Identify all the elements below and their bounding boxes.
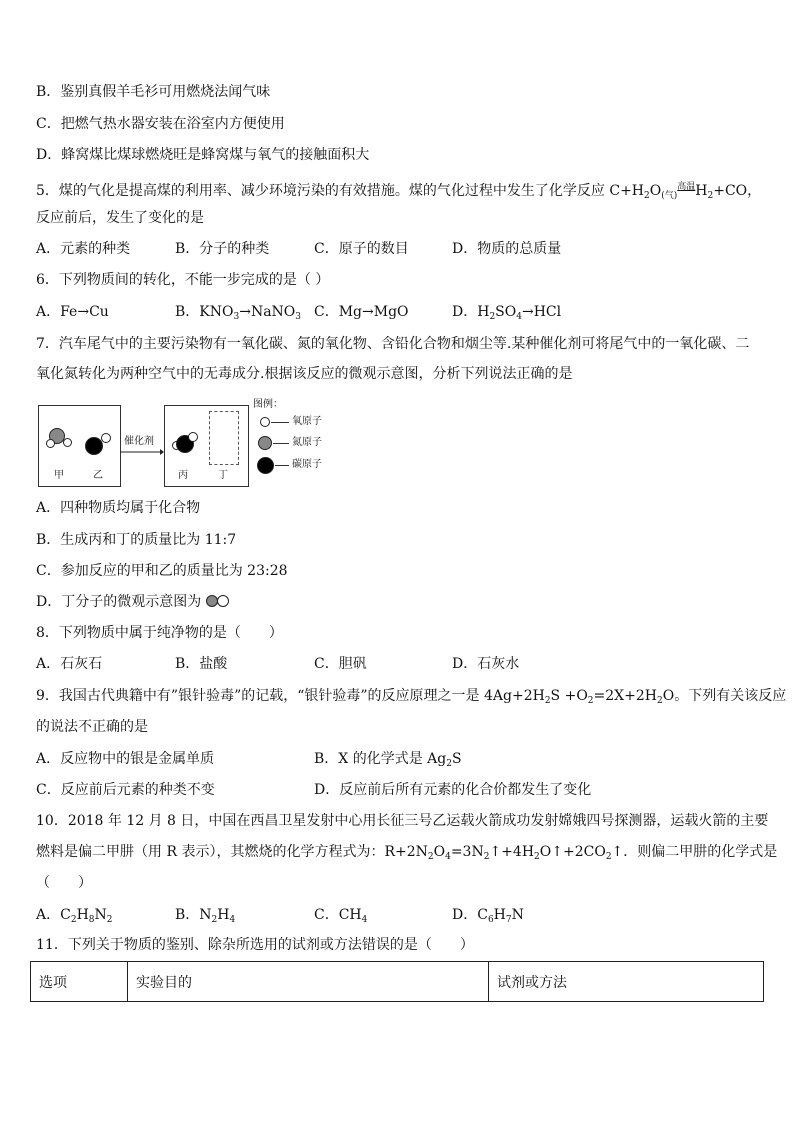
q9-stem: 9．我国古代典籍中有”银针验毒”的记载，“银针验毒”的反应原理之一是 $4Ag+2H_2S +O_2=2X+2H_2O$。下列有关该反应 <box>36 688 787 706</box>
q6-option-b: B．$KNO_3\to NaNO_3$ <box>175 304 302 322</box>
q5-stem: 5．煤的气化是提高煤的利用率、减少环境污染的有效措施。煤的气化过程中发生了化学反应 $C+H_2O_{(气)}$高温$H_2+CO$， <box>36 182 762 201</box>
label-ding: 丁 <box>218 470 228 481</box>
q5-option-a: A．元素的种类 <box>36 241 131 257</box>
legend-oxygen: 氧原子 <box>292 416 322 427</box>
q9-option-b: B．X 的化学式是 $Ag_2S$ <box>314 751 462 769</box>
label-bing: 丙 <box>178 470 188 481</box>
q9-option-a: A．反应物中的银是金属单质 <box>36 751 215 767</box>
q7-option-b: B．生成丙和丁的质量比为 11:7 <box>36 532 237 548</box>
q5-stem-2: 反应前后，发生了变化的是 <box>36 210 204 226</box>
q10-stem-3: （ ） <box>36 875 92 891</box>
q8-option-c: C．胆矾 <box>314 656 367 672</box>
q9-option-c: C．反应前后元素的种类不变 <box>36 782 215 798</box>
q6-option-d: D．$H_2SO_4\to HCl$ <box>452 304 562 322</box>
table-header-row <box>31 962 764 1002</box>
nitrogen-legend-icon <box>258 436 272 450</box>
table-header-method: 试剂或方法 <box>489 962 764 1002</box>
q5-option-c: C．原子的数目 <box>314 241 409 257</box>
arrow-label: 催化剂 <box>124 436 154 447</box>
ding-molecule-icon <box>206 594 232 608</box>
oxygen-atom <box>101 433 111 443</box>
option-d-prev: D．蜂窝煤比煤球燃烧旺是蜂窝煤与氧气的接触面积大 <box>36 147 370 163</box>
table-header-option: 选项 <box>31 962 128 1002</box>
legend-line <box>273 443 289 444</box>
q8-option-a: A．石灰石 <box>36 656 103 672</box>
option-b-prev: B．鉴别真假羊毛衫可用燃烧法闻气味 <box>36 84 271 100</box>
q8-option-d: D．石灰水 <box>452 656 520 672</box>
q10-stem-2: 燃料是偏二甲肼（用 R 表示），其燃烧的化学方程式为：$R+2N_2O_4=3N_2↑+4H_2O↑+2CO_2↑$．则偏二甲肼的化学式是 <box>36 844 778 862</box>
q11-stem: 11．下列关于物质的鉴别、除杂所选用的试剂或方法错误的是（ ） <box>36 937 474 953</box>
q6-stem: 6．下列物质间的转化，不能一步完成的是（ ） <box>36 272 330 288</box>
label-yi: 乙 <box>93 470 103 481</box>
q5-option-b: B．分子的种类 <box>175 241 270 257</box>
unknown-molecule-placeholder <box>209 411 239 465</box>
label-jia: 甲 <box>54 470 64 481</box>
oxygen-legend-icon <box>260 417 270 427</box>
legend-line <box>271 422 289 423</box>
oxygen-atom <box>46 439 55 448</box>
q7-option-d: D．丁分子的微观示意图为 <box>36 592 232 612</box>
q9-option-d: D．反应前后所有元素的化合价都发生了变化 <box>314 782 592 798</box>
q10-stem: 10．2018 年 12 月 8 日，中国在西昌卫星发射中心用长征三号乙运载火箭成功发射嫦娥四号探测器，运载火箭的主要 <box>36 813 769 829</box>
q7-stem: 7．汽车尾气中的主要污染物有一氧化碳、氮的氧化物、含铅化合物和烟尘等.某种催化剂可将尾气中的一氧化碳、二 <box>36 336 750 352</box>
q7-option-a: A．四种物质均属于化合物 <box>36 500 201 516</box>
q8-option-b: B．盐酸 <box>175 656 228 672</box>
q7-option-c: C．参加反应的甲和乙的质量比为 23:28 <box>36 563 288 579</box>
option-c-prev: C．把燃气热水器安装在浴室内方便使用 <box>36 116 285 132</box>
q6-option-a: A．Fe→Cu <box>36 304 109 320</box>
q6-option-c: C．Mg→MgO <box>314 304 409 320</box>
table-header-purpose: 实验目的 <box>128 962 489 1002</box>
q11-table <box>30 961 764 1002</box>
oxygen-atom <box>63 438 72 447</box>
q10-option-c: C．$CH_4$ <box>314 907 368 925</box>
q5-option-d: D．物质的总质量 <box>452 241 562 257</box>
reaction-arrow-icon <box>120 448 164 456</box>
q10-option-b: B．$N_2H_4$ <box>175 907 236 925</box>
legend-carbon: 碳原子 <box>292 459 322 470</box>
q7-stem-2: 氧化氮转化为两种空气中的无毒成分.根据该反应的微观示意图，分析下列说法正确的是 <box>36 366 573 382</box>
carbon-legend-icon <box>257 457 274 474</box>
legend-title: 图例： <box>253 399 283 410</box>
q9-stem-2: 的说法不正确的是 <box>36 719 148 735</box>
q10-option-d: D．$C_6H_7N$ <box>452 907 524 925</box>
q8-stem: 8．下列物质中属于纯净物的是（ ） <box>36 625 283 641</box>
legend-line <box>275 465 289 466</box>
q10-option-a: A．$C_2H_8N_2$ <box>36 907 113 925</box>
legend-nitrogen: 氮原子 <box>292 437 322 448</box>
oxygen-atom <box>188 432 198 442</box>
